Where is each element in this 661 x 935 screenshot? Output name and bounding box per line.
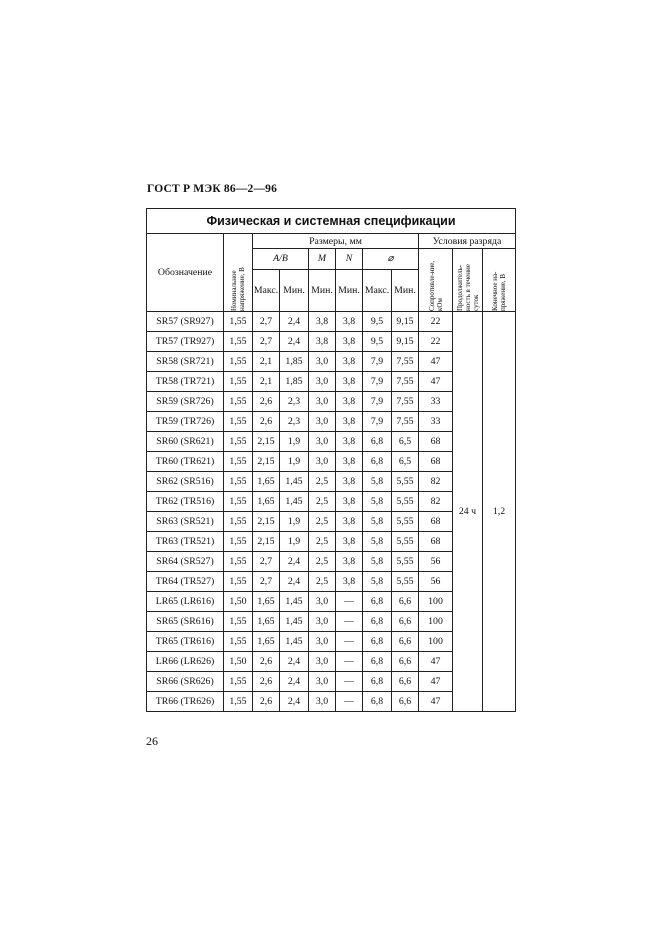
cell-resistance: 33 — [419, 392, 453, 412]
cell-ab-max: 2,7 — [253, 332, 280, 352]
cell-ab-min: 2,3 — [280, 412, 309, 432]
cell-resistance: 56 — [419, 552, 453, 572]
cell-designation: LR65 (LR616) — [147, 592, 224, 612]
cell-n-min: 3,8 — [336, 472, 363, 492]
cell-ab-max: 2,1 — [253, 352, 280, 372]
cell-diameter-min: 9,15 — [392, 332, 419, 352]
cell-voltage: 1,55 — [224, 612, 253, 632]
cell-n-min: 3,8 — [336, 372, 363, 392]
cell-m-min: 2,5 — [309, 492, 336, 512]
cell-m-min: 3,8 — [309, 312, 336, 332]
cell-resistance: 33 — [419, 412, 453, 432]
cell-ab-min: 1,9 — [280, 452, 309, 472]
cell-diameter-max: 5,8 — [363, 572, 392, 592]
cell-diameter-min: 5,55 — [392, 552, 419, 572]
cell-voltage: 1,55 — [224, 352, 253, 372]
cell-ab-min: 1,9 — [280, 432, 309, 452]
cell-ab-min: 2,4 — [280, 652, 309, 672]
table-body — [147, 312, 516, 712]
cell-voltage: 1,55 — [224, 312, 253, 332]
cell-diameter-min: 6,6 — [392, 652, 419, 672]
cell-resistance: 56 — [419, 572, 453, 592]
cell-diameter-max: 7,9 — [363, 372, 392, 392]
header-ab-min: Мин. — [280, 269, 309, 311]
cell-resistance: 82 — [419, 472, 453, 492]
cell-diameter-max: 6,8 — [363, 432, 392, 452]
cell-ab-min: 2,4 — [280, 692, 309, 712]
cell-diameter-min: 6,6 — [392, 632, 419, 652]
cell-voltage: 1,55 — [224, 632, 253, 652]
cell-n-min: 3,8 — [336, 552, 363, 572]
cell-diameter-min: 6,6 — [392, 592, 419, 612]
header-discharge-conditions: Условия разряда — [419, 234, 516, 249]
cell-resistance: 100 — [419, 612, 453, 632]
cell-designation: SR57 (SR927) — [147, 312, 224, 332]
cell-m-min: 3,0 — [309, 412, 336, 432]
cell-designation: TR58 (TR721) — [147, 372, 224, 392]
header-n-min: Мин. — [336, 269, 363, 311]
cell-n-min: 3,8 — [336, 532, 363, 552]
cell-designation: TR57 (TR927) — [147, 332, 224, 352]
header-dim-ab: A/B — [253, 249, 309, 270]
cell-m-min: 3,0 — [309, 452, 336, 472]
cell-diameter-max: 5,8 — [363, 492, 392, 512]
cell-resistance: 22 — [419, 312, 453, 332]
cell-resistance: 100 — [419, 632, 453, 652]
cell-n-min: 3,8 — [336, 312, 363, 332]
header-m-min: Мин. — [309, 269, 336, 311]
cell-voltage: 1,55 — [224, 452, 253, 472]
cell-m-min: 3,0 — [309, 672, 336, 692]
cell-voltage: 1,55 — [224, 572, 253, 592]
cell-n-min: 3,8 — [336, 572, 363, 592]
cell-ab-max: 2,15 — [253, 512, 280, 532]
cell-designation: TR62 (TR516) — [147, 492, 224, 512]
header-duration: Продолжитель-ность в течение суток — [453, 249, 483, 312]
cell-m-min: 3,0 — [309, 652, 336, 672]
cell-diameter-min: 6,6 — [392, 612, 419, 632]
cell-n-min: — — [336, 632, 363, 652]
cell-ab-max: 2,1 — [253, 372, 280, 392]
cell-resistance: 47 — [419, 652, 453, 672]
cell-ab-max: 2,6 — [253, 412, 280, 432]
cell-diameter-max: 5,8 — [363, 472, 392, 492]
cell-n-min: — — [336, 652, 363, 672]
cell-diameter-min: 6,6 — [392, 672, 419, 692]
cell-diameter-min: 6,5 — [392, 432, 419, 452]
cell-diameter-max: 9,5 — [363, 332, 392, 352]
header-designation: Обозначение — [147, 234, 224, 312]
cell-voltage: 1,55 — [224, 692, 253, 712]
cell-n-min: — — [336, 672, 363, 692]
header-ab-max: Макс. — [253, 269, 280, 311]
cell-ab-max: 2,6 — [253, 652, 280, 672]
cell-end-voltage-merged: 1,2 — [483, 312, 516, 712]
cell-diameter-min: 5,55 — [392, 492, 419, 512]
cell-voltage: 1,55 — [224, 472, 253, 492]
cell-voltage: 1,50 — [224, 652, 253, 672]
cell-ab-max: 1,65 — [253, 592, 280, 612]
cell-ab-min: 2,4 — [280, 572, 309, 592]
cell-ab-max: 2,6 — [253, 392, 280, 412]
cell-diameter-min: 5,55 — [392, 512, 419, 532]
cell-designation: TR66 (TR626) — [147, 692, 224, 712]
cell-n-min: 3,8 — [336, 432, 363, 452]
cell-diameter-max: 6,8 — [363, 632, 392, 652]
cell-m-min: 3,0 — [309, 692, 336, 712]
cell-ab-min: 1,9 — [280, 532, 309, 552]
header-dim-n: N — [336, 249, 363, 270]
cell-designation: TR60 (TR621) — [147, 452, 224, 472]
header-diameter-max: Макс. — [363, 269, 392, 311]
cell-ab-max: 2,6 — [253, 672, 280, 692]
cell-m-min: 2,5 — [309, 572, 336, 592]
header-nominal-voltage: Номинальное напряжение, В — [224, 234, 253, 312]
cell-designation: TR64 (TR527) — [147, 572, 224, 592]
cell-voltage: 1,50 — [224, 592, 253, 612]
cell-ab-min: 1,45 — [280, 632, 309, 652]
cell-designation: SR58 (SR721) — [147, 352, 224, 372]
cell-diameter-max: 5,8 — [363, 512, 392, 532]
cell-ab-max: 2,6 — [253, 692, 280, 712]
header-diameter-min: Мин. — [392, 269, 419, 311]
cell-ab-max: 2,15 — [253, 432, 280, 452]
cell-resistance: 47 — [419, 692, 453, 712]
cell-ab-max: 1,65 — [253, 472, 280, 492]
table-title: Физическая и системная спецификации — [147, 209, 516, 234]
cell-diameter-min: 7,55 — [392, 412, 419, 432]
cell-ab-max: 1,65 — [253, 612, 280, 632]
cell-designation: TR59 (TR726) — [147, 412, 224, 432]
cell-n-min: 3,8 — [336, 392, 363, 412]
cell-ab-min: 2,3 — [280, 392, 309, 412]
cell-ab-max: 2,7 — [253, 552, 280, 572]
cell-voltage: 1,55 — [224, 552, 253, 572]
cell-m-min: 2,5 — [309, 512, 336, 532]
cell-m-min: 3,0 — [309, 592, 336, 612]
cell-diameter-max: 7,9 — [363, 412, 392, 432]
cell-designation: LR66 (LR626) — [147, 652, 224, 672]
table-row — [147, 312, 516, 332]
header-dim-m: M — [309, 249, 336, 270]
cell-resistance: 47 — [419, 352, 453, 372]
cell-m-min: 3,0 — [309, 632, 336, 652]
cell-ab-min: 1,9 — [280, 512, 309, 532]
cell-resistance: 68 — [419, 432, 453, 452]
cell-n-min: 3,8 — [336, 492, 363, 512]
cell-ab-min: 2,4 — [280, 552, 309, 572]
cell-voltage: 1,55 — [224, 392, 253, 412]
cell-n-min: 3,8 — [336, 452, 363, 472]
cell-designation: SR63 (SR521) — [147, 512, 224, 532]
cell-ab-min: 2,4 — [280, 312, 309, 332]
header-dim-diameter: ⌀ — [363, 249, 419, 270]
cell-diameter-max: 6,8 — [363, 692, 392, 712]
cell-voltage: 1,55 — [224, 532, 253, 552]
page-number: 26 — [146, 734, 158, 748]
cell-diameter-min: 6,5 — [392, 452, 419, 472]
cell-diameter-max: 5,8 — [363, 552, 392, 572]
cell-voltage: 1,55 — [224, 332, 253, 352]
cell-diameter-max: 9,5 — [363, 312, 392, 332]
cell-ab-max: 2,7 — [253, 312, 280, 332]
header-end-voltage: Конечное на-пряжение, В — [483, 249, 516, 312]
cell-voltage: 1,55 — [224, 492, 253, 512]
specification-table — [146, 208, 516, 712]
cell-diameter-min: 5,55 — [392, 572, 419, 592]
cell-m-min: 3,0 — [309, 612, 336, 632]
cell-resistance: 82 — [419, 492, 453, 512]
cell-diameter-max: 7,9 — [363, 392, 392, 412]
cell-resistance: 47 — [419, 672, 453, 692]
cell-ab-max: 2,15 — [253, 452, 280, 472]
cell-resistance: 100 — [419, 592, 453, 612]
cell-n-min: 3,8 — [336, 352, 363, 372]
cell-diameter-max: 6,8 — [363, 452, 392, 472]
cell-ab-max: 1,65 — [253, 632, 280, 652]
cell-ab-max: 1,65 — [253, 492, 280, 512]
cell-ab-min: 1,45 — [280, 472, 309, 492]
cell-m-min: 3,0 — [309, 372, 336, 392]
cell-m-min: 3,8 — [309, 332, 336, 352]
cell-ab-max: 2,7 — [253, 572, 280, 592]
cell-diameter-min: 5,55 — [392, 472, 419, 492]
cell-diameter-max: 6,8 — [363, 612, 392, 632]
cell-diameter-max: 7,9 — [363, 352, 392, 372]
cell-voltage: 1,55 — [224, 672, 253, 692]
cell-diameter-max: 6,8 — [363, 652, 392, 672]
cell-diameter-max: 5,8 — [363, 532, 392, 552]
cell-diameter-min: 7,55 — [392, 392, 419, 412]
cell-designation: SR66 (SR626) — [147, 672, 224, 692]
cell-ab-min: 1,85 — [280, 352, 309, 372]
cell-diameter-min: 7,55 — [392, 372, 419, 392]
cell-n-min: — — [336, 692, 363, 712]
cell-designation: TR65 (TR616) — [147, 632, 224, 652]
cell-designation: SR59 (SR726) — [147, 392, 224, 412]
cell-ab-min: 2,4 — [280, 332, 309, 352]
cell-m-min: 2,5 — [309, 472, 336, 492]
cell-resistance: 68 — [419, 532, 453, 552]
cell-designation: SR60 (SR621) — [147, 432, 224, 452]
cell-n-min: — — [336, 592, 363, 612]
cell-m-min: 3,0 — [309, 432, 336, 452]
cell-ab-min: 1,45 — [280, 612, 309, 632]
cell-m-min: 2,5 — [309, 552, 336, 572]
cell-resistance: 47 — [419, 372, 453, 392]
cell-diameter-min: 7,55 — [392, 352, 419, 372]
cell-ab-min: 1,45 — [280, 492, 309, 512]
cell-diameter-min: 5,55 — [392, 532, 419, 552]
cell-m-min: 3,0 — [309, 392, 336, 412]
cell-diameter-max: 6,8 — [363, 672, 392, 692]
cell-n-min: — — [336, 612, 363, 632]
cell-designation: SR65 (SR616) — [147, 612, 224, 632]
header-dimensions: Размеры, мм — [253, 234, 419, 249]
cell-designation: SR62 (SR516) — [147, 472, 224, 492]
cell-resistance: 68 — [419, 452, 453, 472]
cell-m-min: 3,0 — [309, 352, 336, 372]
cell-diameter-max: 6,8 — [363, 592, 392, 612]
cell-voltage: 1,55 — [224, 432, 253, 452]
cell-n-min: 3,8 — [336, 512, 363, 532]
header-resistance: Сопротивле-ние, кОм — [419, 249, 453, 312]
cell-ab-min: 1,45 — [280, 592, 309, 612]
cell-n-min: 3,8 — [336, 332, 363, 352]
cell-ab-max: 2,15 — [253, 532, 280, 552]
cell-designation: TR63 (TR521) — [147, 532, 224, 552]
cell-diameter-min: 6,6 — [392, 692, 419, 712]
cell-ab-min: 2,4 — [280, 672, 309, 692]
cell-designation: SR64 (SR527) — [147, 552, 224, 572]
cell-ab-min: 1,85 — [280, 372, 309, 392]
cell-voltage: 1,55 — [224, 372, 253, 392]
cell-voltage: 1,55 — [224, 412, 253, 432]
cell-resistance: 22 — [419, 332, 453, 352]
document-header: ГОСТ Р МЭК 86—2—96 — [147, 183, 278, 195]
cell-voltage: 1,55 — [224, 512, 253, 532]
cell-diameter-min: 9,15 — [392, 312, 419, 332]
cell-resistance: 68 — [419, 512, 453, 532]
cell-m-min: 2,5 — [309, 532, 336, 552]
cell-duration-merged: 24 ч — [453, 312, 483, 712]
cell-n-min: 3,8 — [336, 412, 363, 432]
